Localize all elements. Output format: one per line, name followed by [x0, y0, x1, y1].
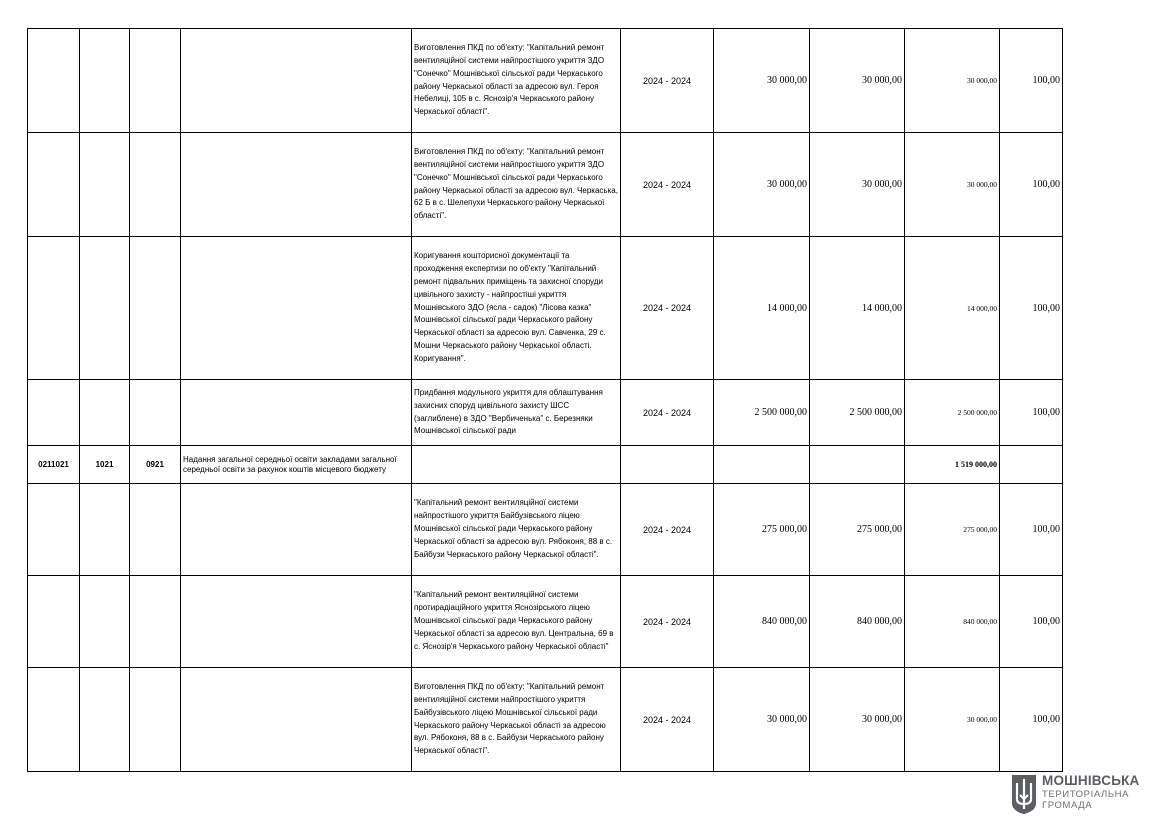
code-2-cell	[80, 29, 130, 133]
trident-icon	[1010, 773, 1038, 815]
code-1-cell: 0211021	[28, 446, 80, 484]
readiness-cell: 100,00	[1000, 484, 1063, 576]
period-cell: 2024 - 2024	[621, 484, 714, 576]
readiness-cell: 100,00	[1000, 668, 1063, 772]
allocated-cell: 14 000,00	[905, 237, 1000, 380]
period-cell: 2024 - 2024	[621, 380, 714, 446]
allocated-cell: 840 000,00	[905, 576, 1000, 668]
total-cost-cell	[714, 446, 810, 484]
description-cell: "Капітальний ремонт вентиляційної системи протирадіаційного укриття Яснозірського ліцею Мошнівської сільської ради Черкаського району Черкаської області за адресою вул. Центральна, 69 в с. Яснозір'я Черкаського району Черкаської області"	[412, 576, 621, 668]
code-3-cell	[130, 576, 181, 668]
code-1-cell	[28, 668, 80, 772]
code-1-cell	[28, 484, 80, 576]
description-cell: "Капітальний ремонт вентиляційної системи найпростішого укриття Байбузівського ліцею Мошнівської сільської ради Черкаського району Черкаської області за адресою вул. Рябоконя, 88 в с. Байбузи Черкаського району Черкаської області".	[412, 484, 621, 576]
total-cost-cell: 30 000,00	[714, 29, 810, 133]
table-row	[28, 29, 1063, 133]
table-row	[28, 668, 1063, 772]
code-1-cell	[28, 380, 80, 446]
allocated-cell: 1 519 000,00	[905, 446, 1000, 484]
code-2-cell	[80, 668, 130, 772]
code-1-cell	[28, 237, 80, 380]
code-2-cell	[80, 133, 130, 237]
planned-cell	[810, 446, 905, 484]
readiness-cell	[1000, 446, 1063, 484]
total-cost-cell: 2 500 000,00	[714, 380, 810, 446]
code-3-cell	[130, 133, 181, 237]
table-row	[28, 133, 1063, 237]
table-row	[28, 484, 1063, 576]
readiness-cell: 100,00	[1000, 576, 1063, 668]
code-1-cell	[28, 133, 80, 237]
code-1-cell	[28, 29, 80, 133]
period-cell: 2024 - 2024	[621, 576, 714, 668]
program-name-cell	[181, 133, 412, 237]
description-cell: Виготовлення ПКД по об'єкту: "Капітальний ремонт вентиляційної системи найпростішого укриття ЗДО "Сонечко" Мошнівської сільської ради Черкаського району Черкаської області за адресою вул. Черкаська, 62 Б в с. Шелепухи Черкаського району Черкаської області".	[412, 133, 621, 237]
table-row	[28, 237, 1063, 380]
code-3-cell	[130, 484, 181, 576]
code-1-cell	[28, 576, 80, 668]
readiness-cell: 100,00	[1000, 237, 1063, 380]
logo-title: МОШНІВСЬКА	[1042, 773, 1140, 788]
planned-cell: 30 000,00	[810, 133, 905, 237]
allocated-cell: 30 000,00	[905, 668, 1000, 772]
period-cell: 2024 - 2024	[621, 237, 714, 380]
total-cost-cell: 30 000,00	[714, 668, 810, 772]
code-2-cell: 1021	[80, 446, 130, 484]
description-cell: Придбання модульного укриття для облаштування захисних споруд цивільного захисту ШСС (заглиблене) в ЗДО "Вербиченька" с. Березняки Мошнівської сільської ради	[412, 380, 621, 446]
program-name-cell	[181, 29, 412, 133]
program-name-cell	[181, 380, 412, 446]
code-3-cell	[130, 668, 181, 772]
planned-cell: 30 000,00	[810, 29, 905, 133]
planned-cell: 840 000,00	[810, 576, 905, 668]
period-cell	[621, 446, 714, 484]
description-cell: Коригування кошторисної документації та проходження експертизи по об'єкту "Капітальний ремонт підвальних приміщень та захисної споруди цивільного захисту - найпростіші укриття Мошнівського ЗДО (ясла - садок) "Лісова казка" Мошнівської сільської ради Черкаського району Черкаської області за адресою вул. Савченка, 29 с. Мошни Черкаського району Черкаської області. Коригування".	[412, 237, 621, 380]
allocated-cell: 30 000,00	[905, 133, 1000, 237]
description-cell: Виготовлення ПКД по об'єкту: "Капітальний ремонт вентиляційної системи найпростішого укриття Байбузівського ліцею Мошнівської сільської ради Черкаського району Черкаської області за адресою вул. Рябоконя, 88 в с. Байбузи Черкаського району Черкаської області".	[412, 668, 621, 772]
planned-cell: 275 000,00	[810, 484, 905, 576]
program-name-cell	[181, 576, 412, 668]
code-2-cell	[80, 237, 130, 380]
total-cost-cell: 30 000,00	[714, 133, 810, 237]
logo-subtitle-2: ГРОМАДА	[1042, 800, 1093, 811]
code-3-cell	[130, 380, 181, 446]
program-name-cell: Надання загальної середньої освіти закладами загальної середньої освіти за рахунок коштів місцевого бюджету	[181, 446, 412, 484]
total-cost-cell: 275 000,00	[714, 484, 810, 576]
allocated-cell: 2 500 000,00	[905, 380, 1000, 446]
code-2-cell	[80, 484, 130, 576]
period-cell: 2024 - 2024	[621, 133, 714, 237]
allocated-cell: 275 000,00	[905, 484, 1000, 576]
allocated-cell: 30 000,00	[905, 29, 1000, 133]
code-2-cell	[80, 576, 130, 668]
table-row	[28, 576, 1063, 668]
planned-cell: 14 000,00	[810, 237, 905, 380]
description-cell	[412, 446, 621, 484]
total-cost-cell: 14 000,00	[714, 237, 810, 380]
program-group-row	[28, 446, 1063, 484]
readiness-cell: 100,00	[1000, 133, 1063, 237]
description-cell: Виготовлення ПКД по об'єкту: "Капітальний ремонт вентиляційної системи найпростішого укриття ЗДО "Сонечко" Мошнівської сільської ради Черкаського району Черкаської області за адресою вул. Героя Небелиці, 105 в с. Яснозір'я Черкаського району Черкаської області".	[412, 29, 621, 133]
program-name-cell	[181, 237, 412, 380]
community-logo	[1010, 773, 1150, 817]
logo-subtitle-1: ТЕРИТОРІАЛЬНА	[1042, 789, 1130, 800]
program-name-cell	[181, 668, 412, 772]
code-3-cell: 0921	[130, 446, 181, 484]
planned-cell: 30 000,00	[810, 668, 905, 772]
period-cell: 2024 - 2024	[621, 29, 714, 133]
code-2-cell	[80, 380, 130, 446]
readiness-cell: 100,00	[1000, 380, 1063, 446]
total-cost-cell: 840 000,00	[714, 576, 810, 668]
readiness-cell: 100,00	[1000, 29, 1063, 133]
code-3-cell	[130, 237, 181, 380]
period-cell: 2024 - 2024	[621, 668, 714, 772]
table-row	[28, 380, 1063, 446]
code-3-cell	[130, 29, 181, 133]
budget-table	[27, 28, 1063, 772]
program-name-cell	[181, 484, 412, 576]
planned-cell: 2 500 000,00	[810, 380, 905, 446]
